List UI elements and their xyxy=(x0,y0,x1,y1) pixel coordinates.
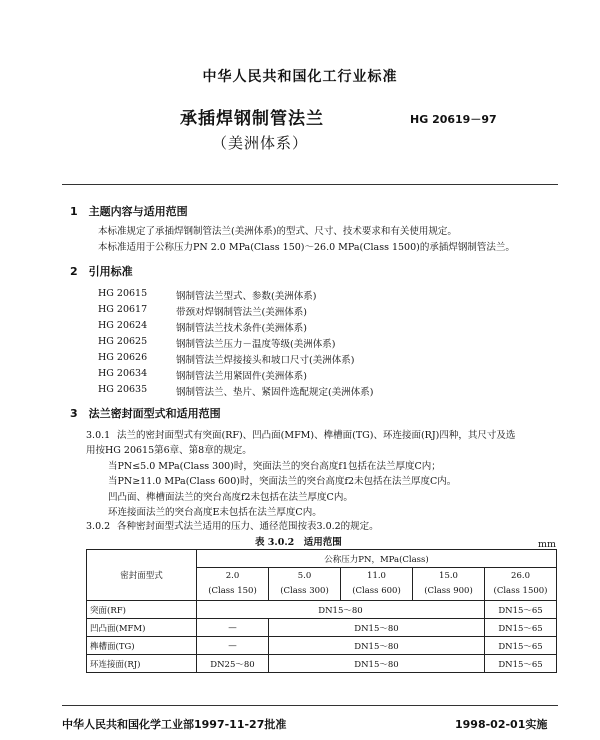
pressure-value: 26.0 xyxy=(511,571,530,581)
table-row xyxy=(87,655,557,673)
ref-title: 带颈对焊钢制管法兰(美洲体系) xyxy=(176,307,307,318)
pressure-cell xyxy=(413,568,485,601)
pressure-cell xyxy=(341,568,413,601)
pressure-value: 11.0 xyxy=(367,571,386,581)
table-caption: 表 3.0.2 适用范围 xyxy=(255,537,342,548)
clause-3-0-1-line: 用按HG 20615第6章、第8章的规定。 xyxy=(86,445,252,456)
facing-type-cell: 突面(RF) xyxy=(87,601,197,619)
table-row xyxy=(87,619,557,637)
table-unit: mm xyxy=(538,539,557,550)
dn-range-cell: DN15～65 xyxy=(485,655,557,673)
implementation-date: 1998-02-01实施 xyxy=(455,718,548,731)
document-title: 承插焊钢制管法兰 xyxy=(180,109,324,129)
row-header-cell: 密封面型式 xyxy=(87,550,197,601)
pressure-class: (Class 1500) xyxy=(493,586,548,596)
table-header-row xyxy=(87,550,557,568)
pressure-class: (Class 900) xyxy=(424,586,473,596)
pressure-value: 15.0 xyxy=(439,571,458,581)
pressure-cell xyxy=(269,568,341,601)
ref-title: 钢制管法兰焊接接头和坡口尺寸(美洲体系) xyxy=(176,355,355,366)
table-row xyxy=(87,637,557,655)
pressure-cell xyxy=(197,568,269,601)
pressure-class: (Class 150) xyxy=(208,586,257,596)
ref-title: 钢制管法兰压力－温度等级(美洲体系) xyxy=(176,339,336,350)
approval-statement: 中华人民共和国化学工业部1997-11-27批准 xyxy=(62,718,287,731)
section-1-paragraph-2: 本标准适用于公称压力PN 2.0 MPa(Class 150)～26.0 MPa(Class 1500)的承插焊钢制管法兰。 xyxy=(98,242,515,253)
ref-code: HG 20624 xyxy=(98,320,148,331)
dn-range-cell: DN15～65 xyxy=(485,601,557,619)
ref-title: 钢制管法兰用紧固件(美洲体系) xyxy=(176,371,307,382)
pressure-value: 5.0 xyxy=(297,571,312,581)
document-subtitle: （美洲体系） xyxy=(212,134,309,152)
ref-title: 钢制管法兰技术条件(美洲体系) xyxy=(176,323,307,334)
dn-range-cell: DN15～80 xyxy=(269,637,485,655)
clause-3-0-1-line: 当PN≥11.0 MPa(Class 600)时，突面法兰的突台高度f2未包括在法兰厚度C内。 xyxy=(108,476,457,487)
clause-3-0-1-line: 环连接面法兰的突台高度E未包括在法兰厚度C内。 xyxy=(108,507,322,518)
ref-title: 钢制管法兰、垫片、紧固件选配规定(美洲体系) xyxy=(176,387,374,398)
facing-type-cell: 环连接面(RJ) xyxy=(87,655,197,673)
pressure-group-header: 公称压力PN，MPa(Class) xyxy=(197,550,557,568)
ref-code: HG 20617 xyxy=(98,304,148,315)
clause-3-0-2-number: 3.0.2 xyxy=(86,521,111,532)
section-3-heading: 3 法兰密封面型式和适用范围 xyxy=(70,407,221,420)
dn-range-cell: — xyxy=(197,637,269,655)
dn-range-cell: DN25～80 xyxy=(197,655,269,673)
issuing-organization: 中华人民共和国化工行业标准 xyxy=(202,69,398,85)
ref-title: 钢制管法兰型式、参数(美洲体系) xyxy=(176,291,317,302)
pressure-cell xyxy=(485,568,557,601)
dn-range-cell: DN15～65 xyxy=(485,637,557,655)
table-row xyxy=(87,601,557,619)
dn-range-cell: DN15～65 xyxy=(485,619,557,637)
clause-3-0-1-line: 当PN≤5.0 MPa(Class 300)时，突面法兰的突台高度f1包括在法兰厚度C内； xyxy=(108,461,441,472)
ref-code: HG 20626 xyxy=(98,352,148,363)
ref-code: HG 20635 xyxy=(98,384,148,395)
clause-3-0-1-line: 凹凸面、榫槽面法兰的突台高度f2未包括在法兰厚度C内。 xyxy=(108,492,353,503)
pressure-class: (Class 300) xyxy=(280,586,329,596)
footer-rule xyxy=(62,705,558,706)
clause-3-0-1-number: 3.0.1 xyxy=(86,430,111,441)
facing-type-cell: 榫槽面(TG) xyxy=(87,637,197,655)
section-1-paragraph-1: 本标准规定了承插焊钢制管法兰(美洲体系)的型式、尺寸、技术要求和有关使用规定。 xyxy=(98,226,457,237)
clause-3-0-2-line: 各种密封面型式法兰适用的压力、通径范围按表3.0.2的规定。 xyxy=(117,521,379,532)
dn-range-cell: DN15～80 xyxy=(269,619,485,637)
ref-code: HG 20634 xyxy=(98,368,148,379)
ref-code: HG 20625 xyxy=(98,336,148,347)
standard-code: HG 20619－97 xyxy=(410,113,497,126)
dn-range-cell: — xyxy=(197,619,269,637)
clause-3-0-1-line: 法兰的密封面型式有突面(RF)、凹凸面(MFM)、榫槽面(TG)、环连接面(RJ)四种，其尺寸及选 xyxy=(117,430,516,441)
facing-type-cell: 凹凸面(MFM) xyxy=(87,619,197,637)
section-2-heading: 2 引用标准 xyxy=(70,265,133,278)
dn-range-cell: DN15～80 xyxy=(269,655,485,673)
scope-table xyxy=(86,549,557,673)
header-rule xyxy=(62,184,558,185)
pressure-class: (Class 600) xyxy=(352,586,401,596)
pressure-value: 2.0 xyxy=(225,571,240,581)
ref-code: HG 20615 xyxy=(98,288,148,299)
section-1-heading: 1 主题内容与适用范围 xyxy=(70,205,188,218)
dn-range-cell: DN15～80 xyxy=(197,601,485,619)
